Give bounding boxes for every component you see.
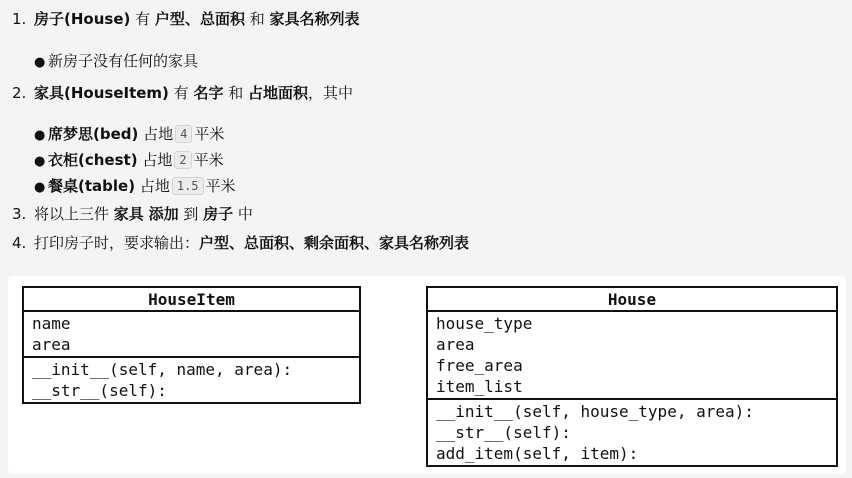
requirement-4 [12, 232, 469, 254]
method: __str__(self): [436, 423, 571, 442]
requirement-1-sub [34, 50, 198, 74]
attributes-section [428, 312, 836, 398]
requirement-2 [12, 82, 353, 104]
unit-text: 平米 [205, 177, 236, 195]
attribute: area [436, 335, 475, 354]
house-label: 房子 [203, 205, 234, 223]
method: __str__(self): [32, 381, 167, 400]
bullet-icon: ● [34, 128, 46, 143]
class-title: HouseItem [24, 288, 359, 312]
furniture-item [34, 175, 236, 199]
text-occupies: 占地 [138, 125, 174, 143]
requirement-3 [12, 203, 253, 225]
add-label: 添加 [148, 205, 179, 223]
total-area-label: 总面积 [199, 10, 245, 28]
list-number: 3. [12, 205, 27, 223]
furniture-item [34, 149, 224, 173]
name-label: 名字 [193, 84, 224, 102]
class-diagram-panel [8, 276, 846, 474]
attribute: free_area [436, 356, 523, 375]
text-to: 到 [178, 205, 204, 223]
unit-text: 平米 [193, 151, 224, 169]
methods-section [24, 356, 359, 402]
attribute: house_type [436, 314, 533, 333]
method: add_item(self, item): [436, 444, 639, 463]
sub-text: 新房子没有任何的家具 [48, 52, 199, 70]
text-and: 和 [223, 84, 249, 102]
attribute: area [32, 335, 71, 354]
attribute: item_list [436, 377, 523, 396]
house-class-label: 房子(House) [34, 10, 131, 28]
bullet-icon: ● [34, 55, 46, 70]
text-occupies: 占地 [137, 151, 173, 169]
text-post: 中 [233, 205, 253, 223]
text-tail: ，其中 [308, 84, 354, 102]
attributes-section [24, 312, 359, 356]
text-and: 和 [244, 10, 270, 28]
furniture-name: 席梦思(bed) [48, 125, 139, 143]
houseitem-class-label: 家具(HouseItem) [34, 84, 169, 102]
furniture-name: 衣柜(chest) [48, 151, 138, 169]
area-value-code: 1.5 [172, 177, 204, 195]
houseitem-class-box [22, 286, 361, 404]
method: __init__(self, house_type, area): [436, 402, 754, 421]
text-pre: 打印房子时，要求输出： [34, 234, 200, 252]
area-value-code: 2 [174, 151, 191, 169]
requirement-1 [12, 8, 360, 30]
item-names-label: 家具名称列表 [269, 10, 360, 28]
house-class-box [426, 286, 838, 467]
furniture-name: 餐桌(table) [48, 177, 136, 195]
list-number: 2. [12, 84, 27, 102]
unit-text: 平米 [194, 125, 225, 143]
output-fields-label: 户型、总面积、剩余面积、家具名称列表 [199, 234, 470, 252]
area-value-code: 4 [175, 125, 192, 143]
text-pre: 将以上三件 [34, 205, 114, 223]
bullet-icon: ● [34, 180, 46, 195]
area-label: 占地面积 [248, 84, 309, 102]
house-type-label: 户型 [154, 10, 185, 28]
furniture-item [34, 123, 224, 147]
list-number: 1. [12, 10, 27, 28]
text-has: 有 [168, 84, 194, 102]
class-title: House [428, 288, 836, 312]
method: __init__(self, name, area): [32, 360, 293, 379]
furniture-label: 家具 [113, 205, 144, 223]
attribute: name [32, 314, 71, 333]
list-number: 4. [12, 234, 27, 252]
text-occupies: 占地 [135, 177, 170, 195]
separator: 、 [184, 10, 200, 28]
bullet-icon: ● [34, 154, 46, 169]
methods-section [428, 398, 836, 465]
text-has: 有 [130, 10, 155, 28]
